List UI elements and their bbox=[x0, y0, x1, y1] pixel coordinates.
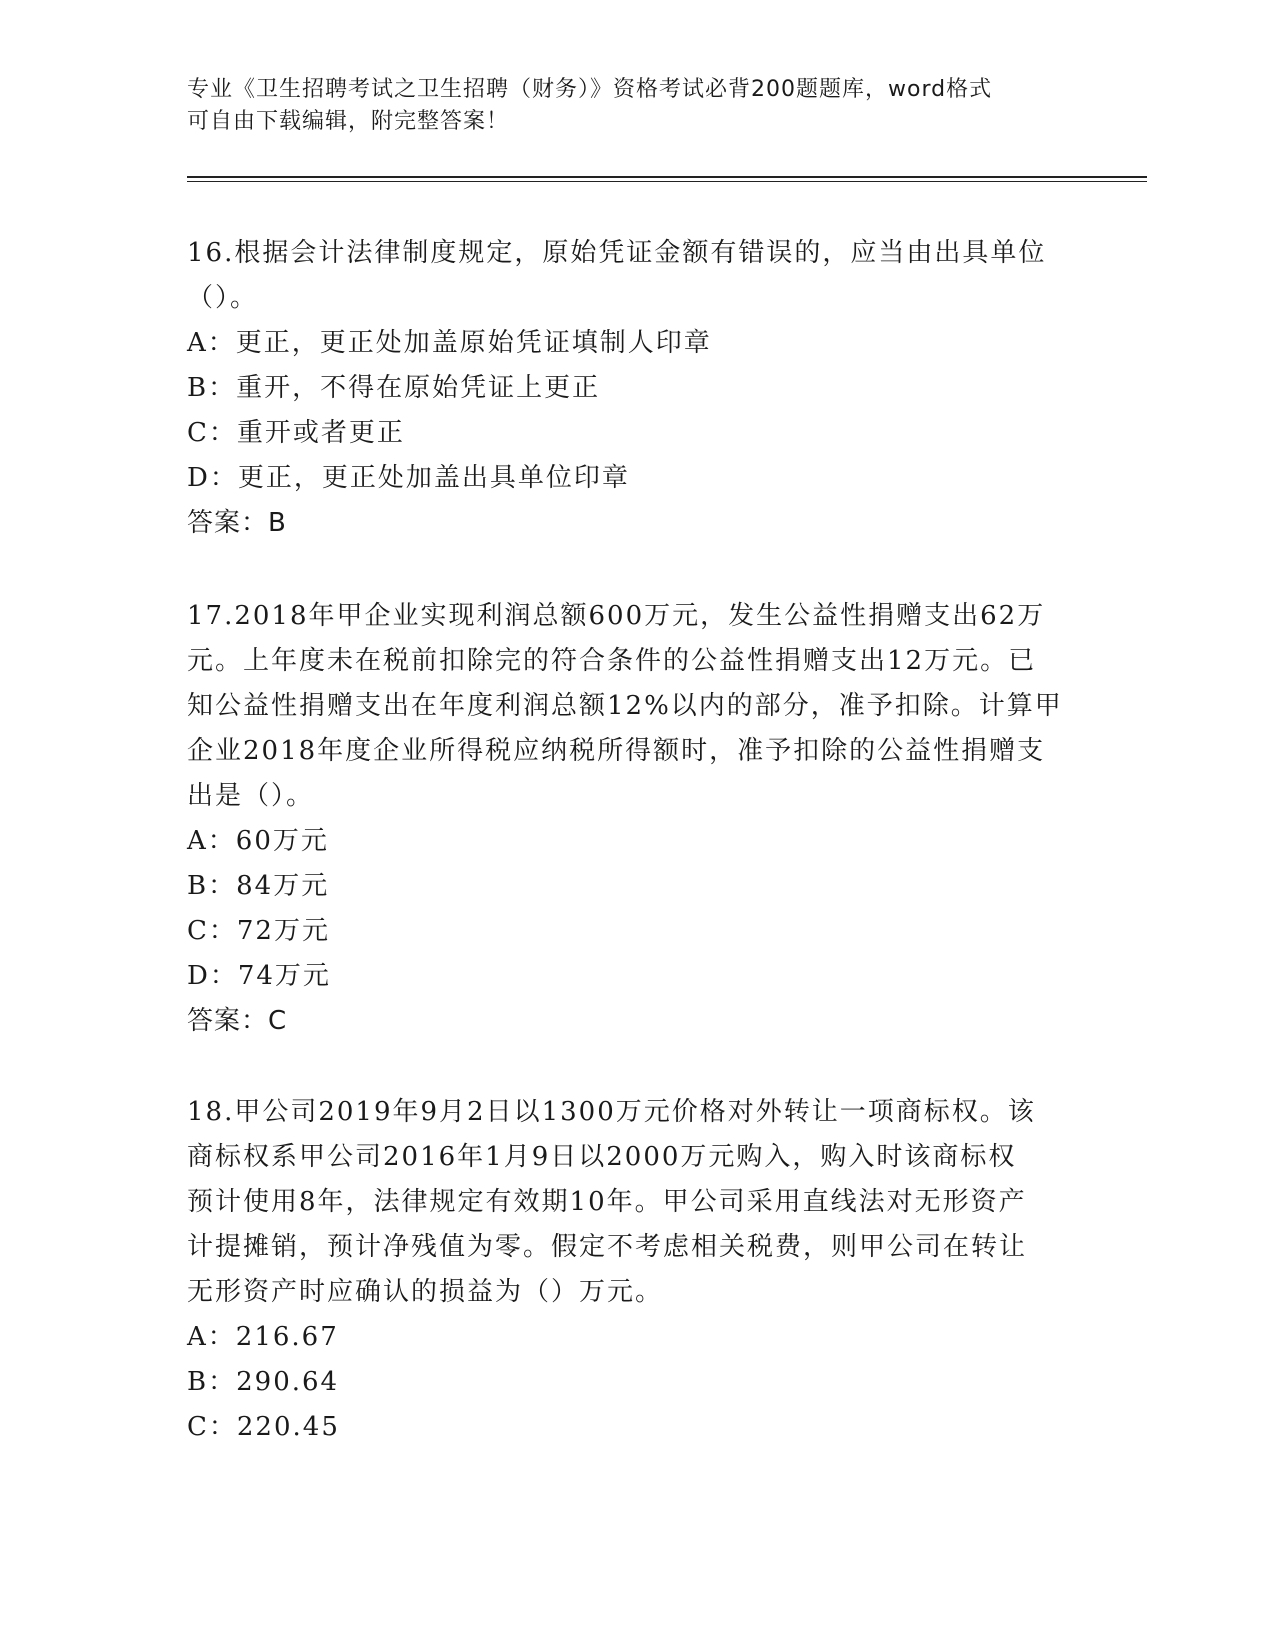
question-17 bbox=[187, 594, 1087, 1044]
answer-line: 答案：C bbox=[187, 1006, 288, 1036]
question-stem-line: 出是（）。 bbox=[187, 781, 315, 811]
option-c: C：重开或者更正 bbox=[187, 418, 405, 448]
question-16 bbox=[187, 231, 1087, 546]
document-header bbox=[187, 74, 1087, 138]
question-stem-line: 元。上年度未在税前扣除完的符合条件的公益性捐赠支出12万元。已 bbox=[187, 646, 1037, 676]
option-b: B：290.64 bbox=[187, 1367, 340, 1397]
option-c: C：220.45 bbox=[187, 1412, 340, 1442]
question-stem-line: 无形资产时应确认的损益为（）万元。 bbox=[187, 1277, 664, 1307]
option-c: C：72万元 bbox=[187, 916, 330, 946]
header-rule-thin bbox=[187, 181, 1147, 182]
answer-line: 答案：B bbox=[187, 508, 287, 538]
header-line-1: 专业《卫生招聘考试之卫生招聘（财务）》资格考试必背200题题库，word格式 bbox=[187, 77, 993, 102]
option-b: B：84万元 bbox=[187, 871, 330, 901]
question-18 bbox=[187, 1090, 1087, 1450]
option-b: B：重开，不得在原始凭证上更正 bbox=[187, 373, 601, 403]
option-d: D：74万元 bbox=[187, 961, 331, 991]
question-stem-line: 知公益性捐赠支出在年度利润总额12%以内的部分，准予扣除。计算甲 bbox=[187, 691, 1063, 721]
question-stem-line: 商标权系甲公司2016年1月9日以2000万元购入，购入时该商标权 bbox=[187, 1142, 1017, 1172]
question-stem-line: 17.2018年甲企业实现利润总额600万元，发生公益性捐赠支出62万 bbox=[187, 601, 1046, 631]
header-line-2: 可自由下载编辑，附完整答案！ bbox=[187, 109, 510, 134]
question-stem-line: 18.甲公司2019年9月2日以1300万元价格对外转让一项商标权。该 bbox=[187, 1097, 1036, 1127]
question-stem-line: （）。 bbox=[187, 283, 259, 313]
question-stem-line: 16.根据会计法律制度规定，原始凭证金额有错误的，应当由出具单位 bbox=[187, 238, 1047, 268]
option-d: D：更正，更正处加盖出具单位印章 bbox=[187, 463, 630, 493]
option-a: A：216.67 bbox=[187, 1322, 339, 1352]
question-stem-line: 计提摊销，预计净残值为零。假定不考虑相关税费，则甲公司在转让 bbox=[187, 1232, 1028, 1262]
option-a: A：更正，更正处加盖原始凭证填制人印章 bbox=[187, 328, 712, 358]
question-stem-line: 企业2018年度企业所得税应纳税所得额时，准予扣除的公益性捐赠支 bbox=[187, 736, 1046, 766]
header-rule-thick bbox=[187, 176, 1147, 178]
option-a: A：60万元 bbox=[187, 826, 329, 856]
question-stem-line: 预计使用8年，法律规定有效期10年。甲公司采用直线法对无形资产 bbox=[187, 1187, 1027, 1217]
